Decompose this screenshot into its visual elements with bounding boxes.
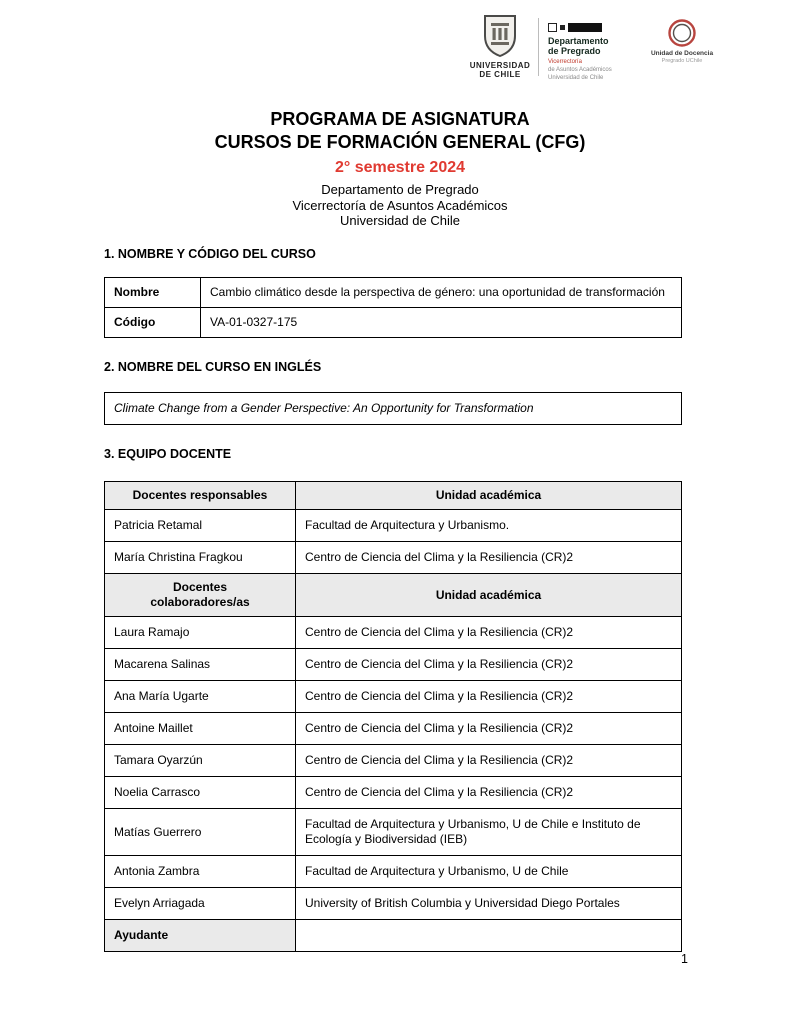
- colaboradores-header-row: [105, 574, 682, 617]
- unidad-cell: Centro de Ciencia del Clima y la Resiliencia (CR)2: [296, 542, 682, 574]
- logo-separator: [538, 18, 539, 76]
- docente-row: [105, 542, 682, 574]
- docente-row: [105, 681, 682, 713]
- ayudante-row: [105, 920, 682, 952]
- nombre-value-cell: Cambio climático desde la perspectiva de género: una oportunidad de transformación: [201, 278, 682, 308]
- docente-name-cell: Patricia Retamal: [105, 510, 296, 542]
- docente-name-cell: María Christina Fragkou: [105, 542, 296, 574]
- docente-row: [105, 713, 682, 745]
- unidad-cell: Centro de Ciencia del Clima y la Resiliencia (CR)2: [296, 649, 682, 681]
- docente-row: [105, 809, 682, 856]
- ayudante-value-cell: [296, 920, 682, 952]
- unidad-cell: University of British Columbia y Universidad Diego Portales: [296, 888, 682, 920]
- document-header: [0, 108, 800, 229]
- codigo-label-cell: Código: [105, 308, 201, 338]
- pregrado-sub-3: Universidad de Chile: [548, 75, 604, 81]
- unidad-cell: Facultad de Arquitectura y Urbanismo.: [296, 510, 682, 542]
- docente-name-cell: Ana María Ugarte: [105, 681, 296, 713]
- section3-heading: 3. EQUIPO DOCENTE: [104, 447, 232, 461]
- document-content: [104, 247, 682, 952]
- uchile-crest-icon: [482, 14, 518, 58]
- docente-name-cell: Laura Ramajo: [105, 617, 296, 649]
- unidad-cell: Centro de Ciencia del Clima y la Resiliencia (CR)2: [296, 745, 682, 777]
- nombre-label-cell: Nombre: [105, 278, 201, 308]
- table-row: [105, 308, 682, 338]
- docente-name-cell: Matías Guerrero: [105, 809, 296, 856]
- document-title-line2: CURSOS DE FORMACIÓN GENERAL (CFG): [214, 132, 586, 152]
- section1-heading: 1. NOMBRE Y CÓDIGO DEL CURSO: [104, 247, 316, 261]
- header-docentes-responsables-cell: Docentes responsables: [105, 482, 296, 510]
- uchile-logo: [468, 14, 532, 79]
- header-docentes-colaboradores-cell: [105, 574, 296, 617]
- docente-row: [105, 777, 682, 809]
- header-unidad-academica-cell: Unidad académica: [296, 482, 682, 510]
- uchile-logo-text-2: DE CHILE: [479, 70, 521, 79]
- pregrado-squares-icon: [548, 23, 636, 32]
- unidad-cell: Centro de Ciencia del Clima y la Resiliencia (CR)2: [296, 681, 682, 713]
- docente-name-cell: Tamara Oyarzún: [105, 745, 296, 777]
- pregrado-sub-2: de Asuntos Académicos: [548, 67, 612, 73]
- docente-name-cell: Antoine Maillet: [105, 713, 296, 745]
- uchile-logo-text-1: UNIVERSIDAD: [469, 61, 531, 70]
- english-name-cell: Climate Change from a Gender Perspective: An Opportunity for Transformation: [105, 393, 682, 425]
- docente-row: [105, 888, 682, 920]
- codigo-value-cell: VA-01-0327-175: [201, 308, 682, 338]
- docente-row: [105, 856, 682, 888]
- pregrado-title-1: Departamento: [548, 36, 609, 46]
- docente-name-cell: Macarena Salinas: [105, 649, 296, 681]
- docente-name-cell: Noelia Carrasco: [105, 777, 296, 809]
- docente-row: [105, 745, 682, 777]
- unidad-cell: Centro de Ciencia del Clima y la Resiliencia (CR)2: [296, 713, 682, 745]
- header-subtitle-1: Departamento de Pregrado: [321, 182, 479, 197]
- header-subtitle-3: Universidad de Chile: [340, 213, 460, 228]
- header-logos: [468, 14, 716, 82]
- english-name-table: [104, 392, 682, 425]
- section2-heading: 2. NOMBRE DEL CURSO EN INGLÉS: [104, 360, 322, 374]
- responsables-header-row: [105, 482, 682, 510]
- docente-row: [105, 510, 682, 542]
- unidad-cell: Centro de Ciencia del Clima y la Resiliencia (CR)2: [296, 777, 682, 809]
- pregrado-logo: [548, 23, 636, 82]
- docencia-logo: [648, 18, 716, 65]
- header-unidad-academica-cell: Unidad académica: [296, 574, 682, 617]
- docente-row: [105, 649, 682, 681]
- page-number: 1: [681, 952, 688, 966]
- table-row: [105, 278, 682, 308]
- course-name-table: [104, 277, 682, 338]
- docencia-subtitle: Pregrado UChile: [661, 58, 703, 64]
- unidad-cell: Facultad de Arquitectura y Urbanismo, U de Chile: [296, 856, 682, 888]
- docente-row: [105, 617, 682, 649]
- colaboradores-header-label: Docentes colaboradores/as: [150, 580, 250, 609]
- pregrado-title-2: de Pregrado: [548, 46, 601, 56]
- pregrado-sub-1: Vicerrectoría: [548, 59, 582, 65]
- unidad-cell: Facultad de Arquitectura y Urbanismo, U de Chile e Instituto de Ecología y Biodiversidad (IEB): [296, 809, 682, 856]
- semester-line: 2° semestre 2024: [334, 159, 466, 176]
- document-title-line1: PROGRAMA DE ASIGNATURA: [270, 109, 530, 129]
- ayudante-label-cell: Ayudante: [105, 920, 296, 952]
- docencia-circle-icon: [667, 18, 697, 48]
- docente-name-cell: Antonia Zambra: [105, 856, 296, 888]
- header-subtitle-2: Vicerrectoría de Asuntos Académicos: [292, 197, 508, 213]
- unidad-cell: Centro de Ciencia del Clima y la Resiliencia (CR)2: [296, 617, 682, 649]
- docente-name-cell: Evelyn Arriagada: [105, 888, 296, 920]
- equipo-docente-table: [104, 481, 682, 952]
- table-row: [105, 393, 682, 425]
- docencia-title: Unidad de Docencia: [650, 50, 714, 57]
